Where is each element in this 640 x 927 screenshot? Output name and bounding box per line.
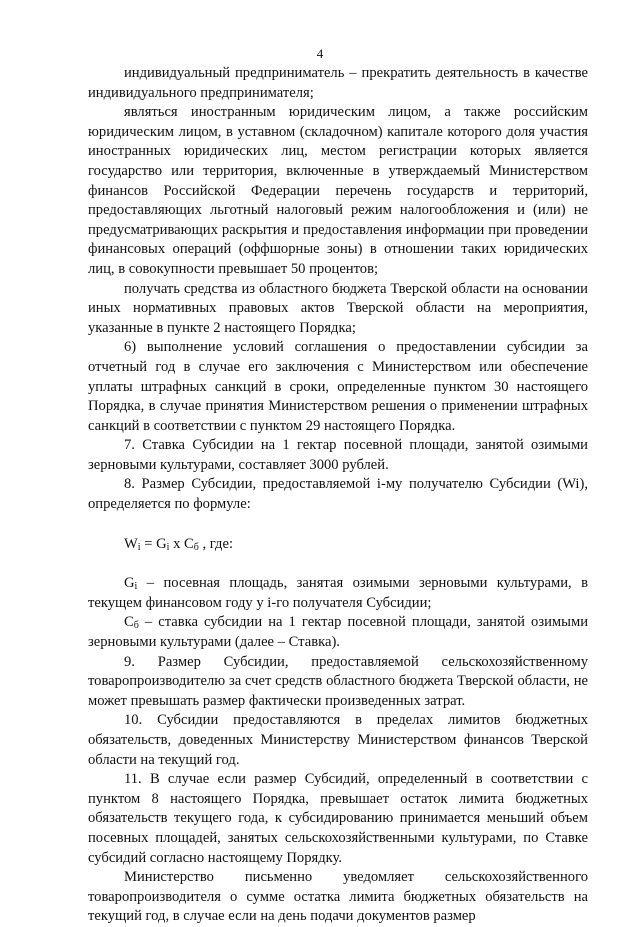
formula-w-sub: i [137, 541, 141, 553]
definition-g [88, 574, 588, 613]
paragraph: 11. В случае если размер Субсидий, определенный в соответствии с пунктом 8 настоящего Порядка, превышает остаток лимита бюджетных обязательств текущего года, к субсидированию принимается меньший объем посевных площадей, занятых сельскохозяйственными культурами, по Ставке субсидий согласно настоящему Порядку. [88, 771, 588, 866]
paragraph: 6) выполнение условий соглашения о предоставлении субсидии за отчетный год в случае его заключения с Министерством или обеспечение уплаты штрафных санкций в сроки, определенные пунктом 30 настоящего Порядка, в случае принятия Министерством решения о применении штрафных санкций в соответствии с пунктом 29 настоящего Порядка. [88, 339, 588, 434]
formula-c: C [184, 535, 194, 552]
formula-tail: , где: [198, 535, 234, 552]
formula [88, 535, 588, 555]
formula-c-sub: б [193, 541, 199, 553]
formula-eq: = [140, 535, 157, 552]
paragraph: получать средства из областного бюджета Тверской области на основании иных нормативных правовых актов Тверской области на мероприятия, указанные в пункте 2 настоящего Порядка; [88, 280, 588, 336]
paragraph: 10. Субсидии предоставляются в пределах лимитов бюджетных обязательств, доведенных Министерству Министерством финансов Тверской области на текущий год. [88, 712, 588, 768]
formula-g: G [156, 535, 167, 552]
paragraph: Министерство письменно уведомляет сельскохозяйственного товаропроизводителя о сумме остатка лимита бюджетных обязательств на текущий год, в случае если на день подачи документов размер [88, 869, 588, 925]
def-g-text: – посевная площадь, занятая озимыми зерновыми культурами, в текущем финансовом году у i-го получателя Субсидии; [88, 575, 588, 611]
def-g-symbol: G [124, 575, 135, 592]
paragraph: 9. Размер Субсидии, предоставляемой сельскохозяйственному товаропроизводителю за счет средств областного бюджета Тверской области, не может превышать размер фактически произведенных затрат. [88, 653, 588, 709]
def-c-sub: б [133, 620, 139, 632]
document-body [88, 64, 588, 927]
formula-w: W [124, 535, 138, 552]
formula-g-sub: i [166, 541, 170, 553]
paragraph: являться иностранным юридическим лицом, а также российским юридическим лицом, в уставном (складочном) капитале которого доля участия иностранных юридических лиц, местом регистрации которых является государство или территория, включенные в утверждаемый Министерством финансов Российской Федерации перечень государств и территорий, предоставляющих льготный налоговый режим налогообложения и (или) не предусматривающих раскрытия и предоставления информации при проведении финансовых операций (оффшорные зоны) в отношении таких юридических лиц, в совокупности превышает 50 процентов; [88, 104, 588, 277]
formula-times: х [169, 535, 185, 552]
def-c-symbol: C [124, 614, 134, 631]
paragraph: 7. Ставка Субсидии на 1 гектар посевной площади, занятой озимыми зерновыми культурами, составляет 3000 рублей. [88, 437, 588, 473]
page-number: 4 [316, 46, 324, 61]
def-c-text: – ставка субсидии на 1 гектар посевной площади, занятой озимыми зерновыми культурами (далее – Ставка). [88, 614, 588, 651]
definition-c [88, 613, 588, 652]
def-g-sub: i [134, 581, 138, 593]
paragraph: 8. Размер Субсидии, предоставляемой i-му получателю Субсидии (Wi), определяется по формуле: [88, 476, 588, 513]
paragraph: индивидуальный предприниматель – прекратить деятельность в качестве индивидуального предпринимателя; [88, 65, 588, 101]
